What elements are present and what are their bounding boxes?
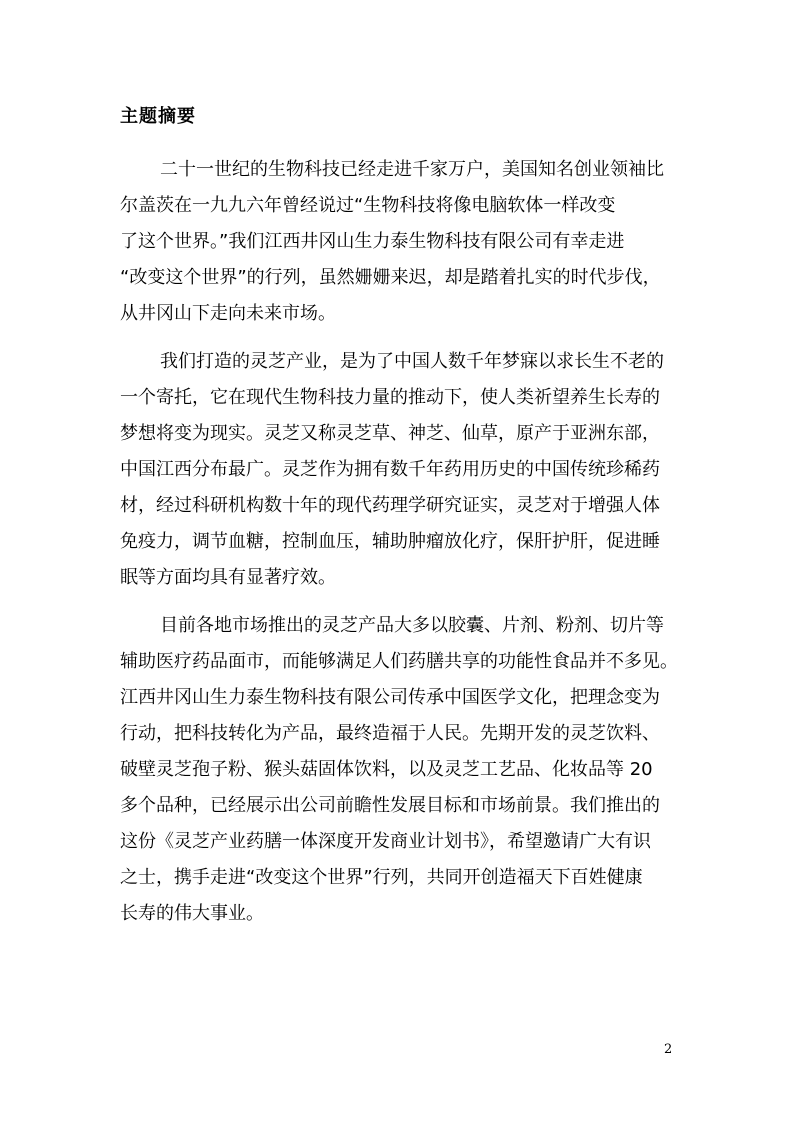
- text-line: 长寿的伟大事业。: [120, 903, 264, 924]
- paragraph-1: [120, 152, 680, 332]
- text-line: 我们打造的灵芝产业，是为了中国人数千年梦寐以求长生不老的: [160, 351, 664, 372]
- text-line: 破壁灵芝孢子粉、猴头菇固体饮料，以及灵芝工艺品、化妆品等 20: [120, 759, 653, 780]
- text-line: 这份《灵芝产业药膳一体深度开发商业计划书》，希望邀请广大有识: [120, 831, 651, 852]
- page-number: 2: [664, 1042, 673, 1057]
- text-line: 眠等方面均具有显著疗效。: [120, 567, 336, 588]
- text-line: 行动，把科技转化为产品，最终造福于人民。先期开发的灵芝饮料、: [120, 723, 660, 744]
- text-line: 之士，携手走进“改变这个世界”行列，共同开创造福天下百姓健康: [120, 867, 643, 888]
- section-heading: 主题摘要: [120, 106, 196, 127]
- text-line: 辅助医疗药品面市，而能够满足人们药膳共享的功能性食品并不多见。: [120, 651, 678, 672]
- text-line: 梦想将变为现实。灵芝又称灵芝草、神芝、仙草，原产于亚洲东部，: [120, 423, 660, 444]
- text-line: 免疫力，调节血糖，控制血压，辅助肿瘤放化疗，保肝护肝，促进睡: [120, 531, 660, 552]
- text-line: 材，经过科研机构数十年的现代药理学研究证实，灵芝对于增强人体: [120, 495, 660, 516]
- text-line: 二十一世纪的生物科技已经走进千家万户，美国知名创业领袖比: [160, 159, 664, 180]
- paragraph-2: [120, 344, 680, 596]
- text-line: 江西井冈山生力泰生物科技有限公司传承中国医学文化，把理念变为: [120, 687, 660, 708]
- text-line: 了这个世界。”我们江西井冈山生力泰生物科技有限公司有幸走进: [120, 231, 625, 252]
- text-line: 多个品种，已经展示出公司前瞻性发展目标和市场前景。我们推出的: [120, 795, 660, 816]
- text-line: 从井冈山下走向未来市场。: [120, 303, 336, 324]
- text-line: 目前各地市场推出的灵芝产品大多以胶囊、片剂、粉剂、切片等: [160, 615, 664, 636]
- paragraph-3: [120, 608, 680, 932]
- text-line: 中国江西分布最广。灵芝作为拥有数千年药用历史的中国传统珍稀药: [120, 459, 660, 480]
- text-line: 一个寄托，它在现代生物科技力量的推动下，使人类祈望养生长寿的: [120, 387, 660, 408]
- text-line: “改变这个世界”的行列，虽然姗姗来迟，却是踏着扎实的时代步伐，: [120, 267, 661, 288]
- body-text: [120, 152, 680, 944]
- text-line: 尔盖茨在一九九六年曾经说过“生物科技将像电脑软体一样改变: [120, 195, 616, 216]
